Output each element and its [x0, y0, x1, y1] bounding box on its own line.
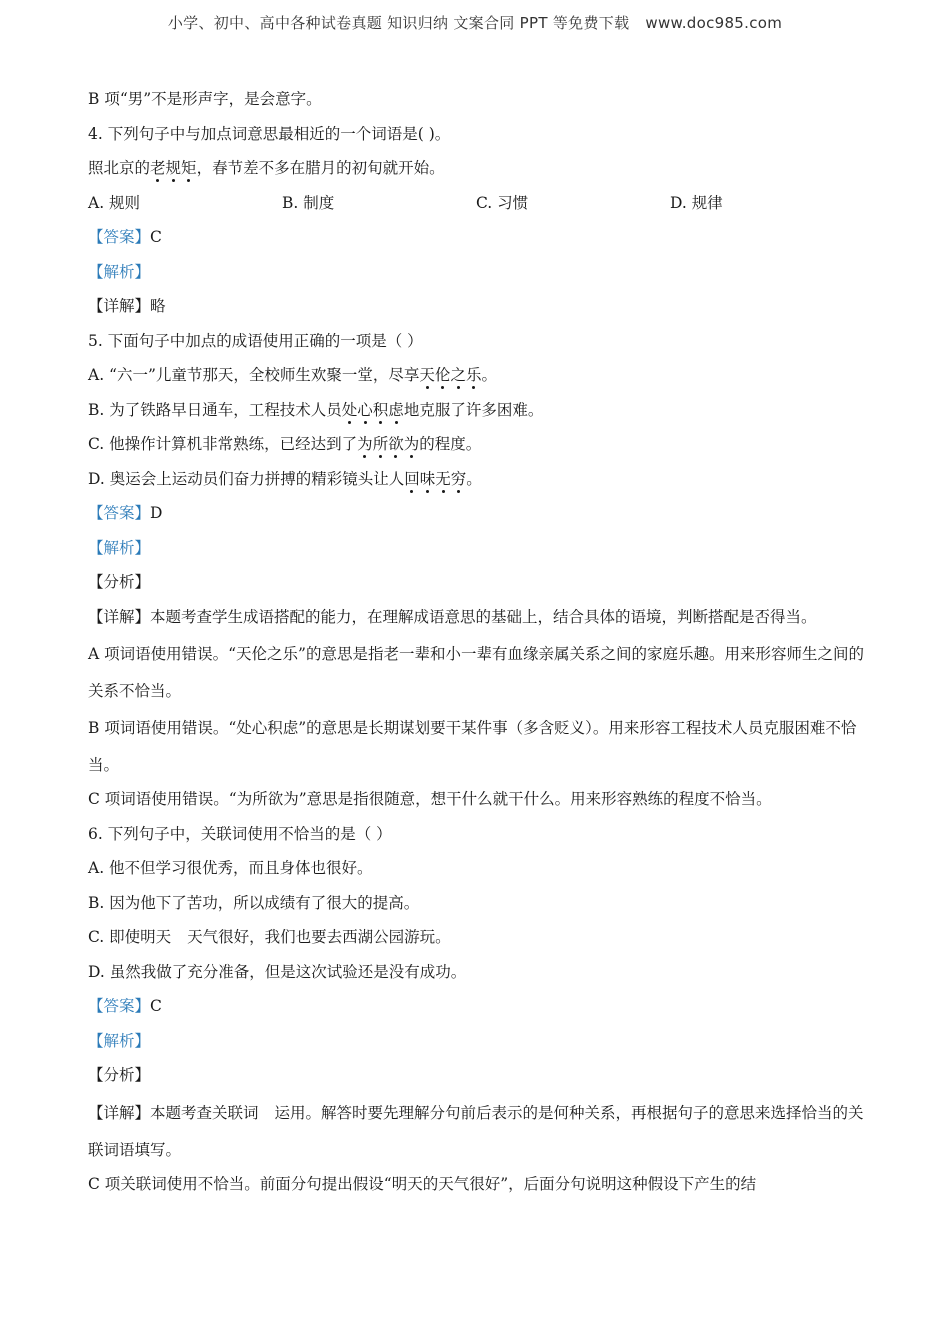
q5-option-a [88, 360, 878, 395]
q4-analysis [88, 257, 878, 292]
q4-option-a: A. 规则 [88, 193, 141, 212]
q4-options [88, 188, 878, 223]
q6-c-post: 天气很好，我们也要去西湖公园游玩。 [187, 928, 451, 946]
dotted-char: 老 [150, 159, 166, 177]
analysis-label: 【解析】 [88, 1031, 151, 1050]
q5-b-explanation: B 项词语使用错误。“处心积虑”的意思是长期谋划要干某件事（多含贬义）。用来形容工程技术人员克服困难不恰当。 [88, 719, 857, 774]
q5-option-b [88, 395, 878, 430]
dotted-char: 为 [357, 435, 373, 453]
top-note: B 项“男”不是形声字，是会意字。 [88, 90, 322, 108]
q4-detail [88, 291, 878, 326]
q5-d-pre: D. 奥运会上运动员们奋力拼搏的精彩镜头让人 [88, 469, 405, 488]
q6-detail [88, 1095, 878, 1169]
dotted-char: 伦 [434, 366, 451, 384]
q4-sentence [88, 153, 878, 188]
header-text: 小学、初中、高中各种试卷真题 知识归纳 文案合同 PPT 等免费下载 [167, 14, 630, 32]
q6-c-explanation: C 项关联词使用不恰当。前面分句提出假设“明天的天气很好”，后面分句说明这种假设下产生的结 [88, 1174, 757, 1193]
q5-detail [88, 602, 878, 637]
q5-answer [88, 498, 878, 533]
dotted-char: 穷 [450, 469, 467, 488]
q4-option-d: D. 规律 [670, 193, 723, 212]
header-url[interactable]: www.doc985.com [645, 14, 783, 32]
analysis-label: 【解析】 [88, 538, 151, 557]
q5-fenxi [88, 567, 878, 602]
dotted-char: 矩 [181, 159, 197, 177]
q5-b-pre: B. 为了铁路早日通车，工程技术人员 [88, 400, 342, 419]
fenxi-label: 【分析】 [88, 573, 151, 591]
q5-stem: 5. 下面句子中加点的成语使用正确的一项是（ ） [88, 331, 423, 350]
dotted-char: 之 [450, 366, 466, 384]
q4-answer [88, 222, 878, 257]
q5-a-pre: A. “六一”儿童节那天，全校师生欢聚一堂，尽享 [88, 366, 420, 384]
q5-option-c [88, 429, 878, 464]
q6-option-a: A. 他不但学习很优秀，而且身体也很好。 [88, 859, 373, 877]
q4-option-c: C. 习惯 [476, 193, 529, 212]
dotted-char: 无 [435, 469, 451, 488]
q6-fenxi [88, 1060, 878, 1095]
dotted-char: 所 [372, 435, 389, 453]
q6-option-c [88, 922, 878, 957]
q5-answer-value: D [150, 504, 163, 522]
q6-c-pre: C. 即使明天 [88, 928, 172, 946]
q5-option-d [88, 464, 878, 499]
q4-detail-text: 略 [150, 297, 166, 315]
dotted-char: 味 [419, 469, 436, 488]
q5-a-explanation: A 项词语使用错误。“天伦之乐”的意思是指老一辈和小一辈有血缘亲属关系之间的家庭乐趣。用来形容师生之间的关系不恰当。 [88, 645, 864, 700]
dotted-char: 为 [403, 435, 420, 453]
q4-option-b: B. 制度 [282, 193, 335, 212]
q5-a-post: 。 [481, 366, 497, 384]
q6-answer [88, 991, 878, 1026]
q4-sentence-pre: 照北京的 [88, 159, 151, 177]
q6-answer-value: C [150, 997, 162, 1015]
q5-c-post: 的程度。 [419, 435, 482, 453]
q6-detail-post: 运用。解答时要先理解分句前后表示的是何种关系，再根据句子的意思来选择恰当的关联词语填写。 [88, 1103, 864, 1159]
q6-option-b: B. 因为他下了苦功，所以成绩有了很大的提高。 [88, 893, 420, 912]
dotted-char: 积 [372, 400, 389, 419]
q5-c-pre: C. 他操作计算机非常熟练，已经达到了 [88, 435, 358, 453]
q5-analysis [88, 533, 878, 568]
answer-label: 【答案】 [88, 504, 151, 522]
dotted-char: 回 [404, 469, 420, 488]
dotted-char: 乐 [465, 366, 482, 384]
fenxi-label: 【分析】 [88, 1066, 151, 1084]
detail-label: 【详解】 [88, 1103, 151, 1122]
detail-label: 【详解】 [88, 607, 151, 626]
answer-label: 【答案】 [88, 997, 151, 1015]
q4-stem: 4. 下列句子中与加点词意思最相近的一个词语是( )。 [88, 124, 451, 143]
dotted-char: 规 [165, 159, 182, 177]
q5-c-explanation: C 项词语使用错误。“为所欲为”意思是指很随意，想干什么就干什么。用来形容熟练的程度不恰当。 [88, 790, 772, 808]
q6-option-d: D. 虽然我做了充分准备，但是这次试验还是没有成功。 [88, 962, 467, 981]
document-body [88, 84, 878, 1203]
dotted-char: 处 [341, 400, 358, 419]
page-header [0, 12, 950, 33]
dotted-char: 欲 [388, 435, 404, 453]
q5-detail-text: 本题考查学生成语搭配的能力，在理解成语意思的基础上，结合具体的语境，判断搭配是否得当。 [150, 607, 817, 626]
analysis-label: 【解析】 [88, 262, 151, 281]
answer-label: 【答案】 [88, 228, 151, 246]
q6-detail-pre: 本题考查关联词 [150, 1103, 259, 1122]
q5-d-post: 。 [466, 469, 482, 488]
dotted-char: 天 [419, 366, 435, 384]
dotted-char: 虑 [388, 400, 404, 419]
q5-b-post: 地克服了许多困难。 [403, 400, 544, 419]
dotted-char: 心 [357, 400, 373, 419]
q6-stem: 6. 下列句子中，关联词使用不恰当的是（ ） [88, 824, 392, 843]
q6-analysis [88, 1026, 878, 1061]
detail-label: 【详解】 [88, 297, 151, 315]
q4-answer-value: C [150, 228, 162, 246]
q4-sentence-post: ，春节差不多在腊月的初旬就开始。 [196, 159, 445, 177]
